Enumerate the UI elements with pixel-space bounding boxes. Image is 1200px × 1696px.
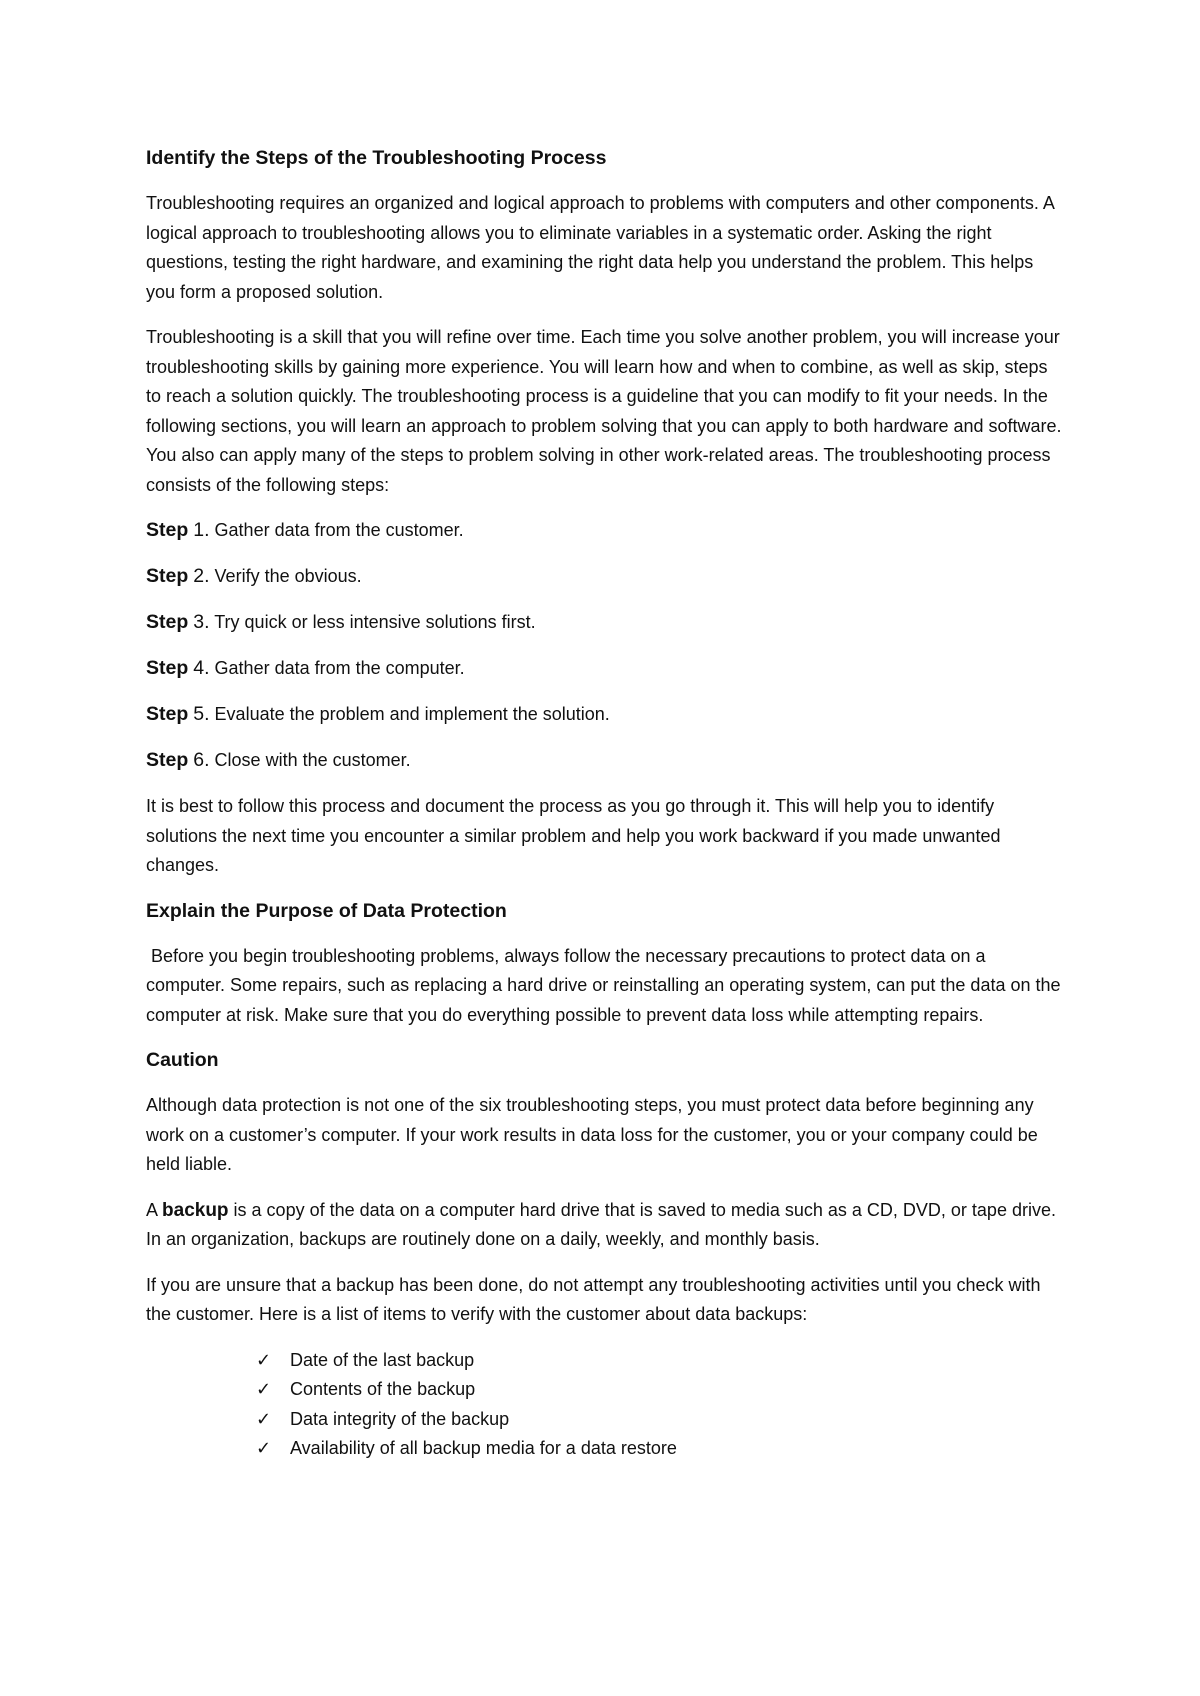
step-number: 6. — [193, 749, 210, 771]
document-page — [146, 144, 1066, 1464]
step-text: Verify the obvious. — [209, 566, 362, 586]
paragraph-backup-definition — [146, 1196, 1066, 1255]
paragraph-best-practice: It is best to follow this process and document the process as you go through it. This will help you to identify solutions the next time you encounter a similar problem and help you work backward if you made unwanted changes. — [146, 796, 1001, 875]
checkmark-icon: ✓ — [256, 1379, 272, 1400]
backup-term: backup — [162, 1199, 229, 1221]
step-number: 5. — [193, 703, 210, 725]
step-label: Step — [146, 611, 189, 633]
step-number: 1. — [193, 519, 210, 541]
heading-data-protection: Explain the Purpose of Data Protection — [146, 899, 507, 922]
checkmark-icon: ✓ — [256, 1438, 272, 1459]
step-label: Step — [146, 519, 189, 541]
steps-list — [146, 516, 1066, 775]
checklist-item — [256, 1346, 1066, 1376]
step-item — [146, 562, 1066, 591]
step-text: Gather data from the customer. — [209, 520, 464, 540]
paragraph-skill: Troubleshooting is a skill that you will refine over time. Each time you solve another problem, you will increase your troubleshooting skills by gaining more experience. You will learn how and when to combine, as well as skip, steps to reach a solution quickly. The troubleshooting process is a guideline that you can modify to fit your needs. In the following sections, you will learn an approach to problem solving that you can apply to both hardware and software. You also can apply many of the steps to problem solving in other work-related areas. The troubleshooting process consists of the following steps: — [146, 327, 1062, 495]
checklist-item — [256, 1375, 1066, 1405]
checklist-text: Contents of the backup — [290, 1379, 476, 1399]
step-item — [146, 608, 1066, 637]
step-label: Step — [146, 657, 189, 679]
checklist-text: Data integrity of the backup — [290, 1408, 510, 1429]
paragraph-before-troubleshooting: Before you begin troubleshooting problems, always follow the necessary precautions to protect data on a computer. Some repairs, such as replacing a hard drive or reinstalling an operating system, can put the data on the computer at risk. Make sure that you do everything possible to prevent data loss while attempting repairs. — [146, 945, 1066, 1025]
checkmark-icon: ✓ — [256, 1408, 272, 1430]
heading-troubleshooting-steps: Identify the Steps of the Troubleshooting Process — [146, 147, 607, 169]
heading-caution: Caution — [146, 1049, 219, 1071]
checklist-item — [256, 1405, 1066, 1435]
step-item — [146, 746, 1066, 775]
step-text: Close with the customer. — [209, 750, 411, 770]
backup-prefix: A — [146, 1199, 163, 1220]
step-number: 3. — [193, 611, 210, 633]
checklist-text: Availability of all backup media for a data restore — [290, 1438, 677, 1458]
step-text: Evaluate the problem and implement the solution. — [209, 704, 610, 724]
step-number: 2. — [193, 565, 210, 587]
backup-checklist — [146, 1346, 1066, 1464]
step-label: Step — [146, 749, 189, 771]
backup-rest: is a copy of the data on a computer hard drive that is saved to media such as a CD, DVD, or tape drive. In an organization, backups are routinely done on a daily, weekly, and monthly basis. — [146, 1199, 1056, 1249]
checkmark-icon: ✓ — [256, 1349, 272, 1371]
step-item — [146, 516, 1066, 545]
step-item — [146, 700, 1066, 729]
paragraph-unsure: If you are unsure that a backup has been done, do not attempt any troubleshooting activities until you check with the customer. Here is a list of items to verify with the customer about data backups: — [146, 1274, 1041, 1324]
paragraph-intro: Troubleshooting requires an organized and logical approach to problems with computers and other components. A logical approach to troubleshooting allows you to eliminate variables in a systematic order. Asking the right questions, testing the right hardware, and examining the right data help you understand the problem. This helps you form a proposed solution. — [146, 193, 1054, 302]
paragraph-although: Although data protection is not one of the six troubleshooting steps, you must protect data before beginning any work on a customer’s computer. If your work results in data loss for the customer, you or your company could be held liable. — [146, 1095, 1038, 1174]
step-label: Step — [146, 565, 189, 587]
step-label: Step — [146, 703, 189, 725]
checklist-item — [256, 1434, 1066, 1464]
step-item — [146, 654, 1066, 683]
step-text: Gather data from the computer. — [209, 658, 465, 678]
checklist-text: Date of the last backup — [290, 1349, 475, 1370]
step-number: 4. — [193, 657, 210, 679]
step-text: Try quick or less intensive solutions first. — [209, 612, 536, 632]
